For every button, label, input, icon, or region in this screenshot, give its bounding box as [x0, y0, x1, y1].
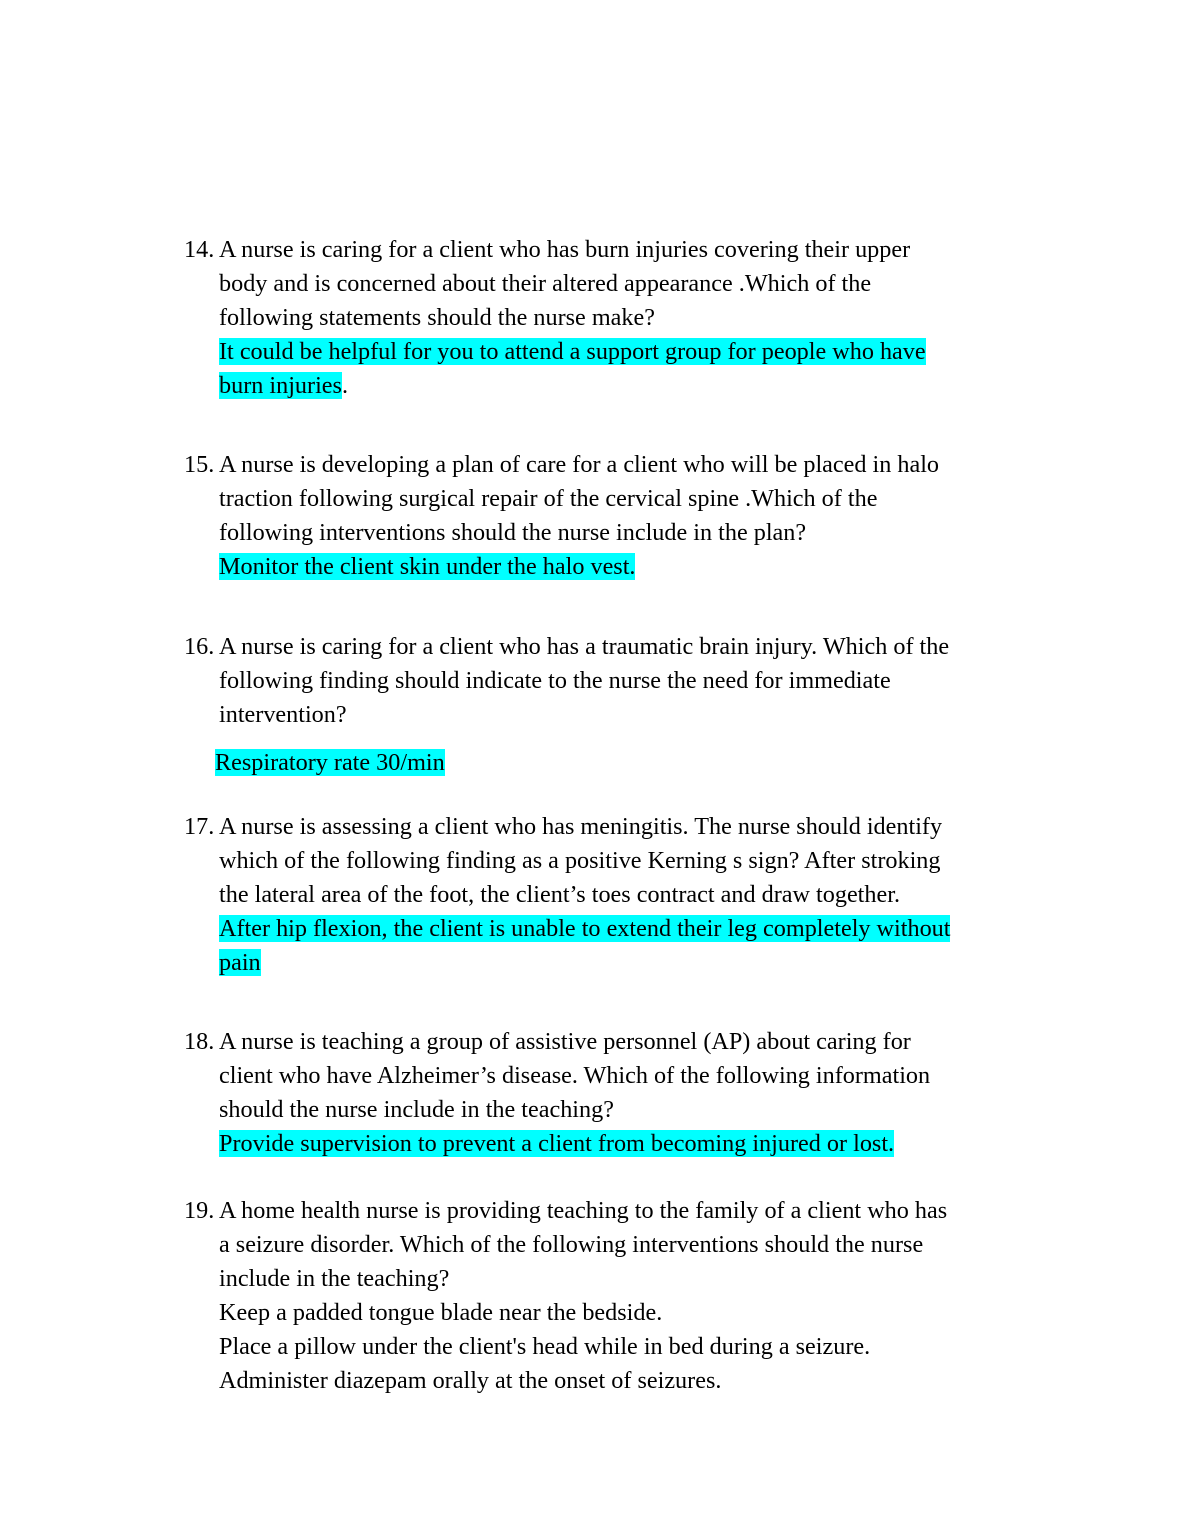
question-17: [184, 810, 1064, 980]
highlighted-answer: burn injuries: [219, 372, 342, 399]
question-15: [184, 448, 1064, 584]
question-18: [184, 1025, 1064, 1161]
answer-16: [215, 746, 445, 780]
question-text: should the nurse include in the teaching?: [219, 1096, 614, 1123]
question-text: A nurse is teaching a group of assistive personnel (AP) about caring for: [219, 1028, 911, 1055]
question-16: [184, 630, 1064, 732]
highlighted-answer: Respiratory rate 30/min: [215, 749, 445, 776]
question-number: 19.: [184, 1197, 215, 1224]
question-text: which of the following finding as a positive Kerning s sign? After stroking: [219, 847, 941, 874]
question-text: A nurse is assessing a client who has meningitis. The nurse should identify: [219, 813, 943, 840]
answer-line: [219, 946, 1064, 980]
question-number: 14.: [184, 236, 215, 263]
question-text: client who have Alzheimer’s disease. Which of the following information: [219, 1062, 931, 1089]
highlighted-answer: It could be helpful for you to attend a support group for people who have: [219, 338, 926, 365]
question-text: A home health nurse is providing teaching to the family of a client who has: [219, 1197, 948, 1224]
highlighted-answer: Monitor the client skin under the halo vest.: [219, 553, 636, 580]
answer-line: [219, 1127, 1064, 1161]
question-number: 17.: [184, 813, 215, 840]
question-text: traction following surgical repair of the cervical spine .Which of the: [219, 485, 878, 512]
answer-line: [219, 550, 1064, 584]
question-text: following interventions should the nurse include in the plan?: [219, 519, 807, 546]
question-number: 18.: [184, 1028, 215, 1055]
question-text: A nurse is caring for a client who has burn injuries covering their upper: [219, 236, 911, 263]
question-text: body and is concerned about their altered appearance .Which of the: [219, 270, 872, 297]
question-number: 15.: [184, 451, 215, 478]
question-text: the lateral area of the foot, the client’s toes contract and draw together.: [219, 881, 900, 908]
answer-line: [219, 335, 1064, 369]
question-text: following finding should indicate to the nurse the need for immediate: [219, 667, 891, 694]
question-14: [184, 233, 1064, 403]
question-text: following statements should the nurse make?: [219, 304, 655, 331]
question-text: intervention?: [219, 701, 347, 728]
highlighted-answer: pain: [219, 949, 261, 976]
question-number: 16.: [184, 633, 215, 660]
answer-trailing-period: .: [341, 372, 348, 399]
question-text: A nurse is developing a plan of care for a client who will be placed in halo: [219, 451, 940, 478]
question-19: [184, 1194, 1064, 1398]
answer-line: [219, 912, 1064, 946]
answer-option: Administer diazepam orally at the onset of seizures.: [219, 1367, 722, 1394]
highlighted-answer: Provide supervision to prevent a client from becoming injured or lost.: [219, 1130, 895, 1157]
answer-option: Keep a padded tongue blade near the bedside.: [219, 1299, 663, 1326]
question-text: include in the teaching?: [219, 1265, 450, 1292]
answer-option: Place a pillow under the client's head while in bed during a seizure.: [219, 1333, 871, 1360]
question-text: a seizure disorder. Which of the following interventions should the nurse: [219, 1231, 924, 1258]
question-text: A nurse is caring for a client who has a traumatic brain injury. Which of the: [219, 633, 950, 660]
answer-line: [219, 369, 1064, 403]
highlighted-answer: After hip flexion, the client is unable to extend their leg completely without: [219, 915, 951, 942]
